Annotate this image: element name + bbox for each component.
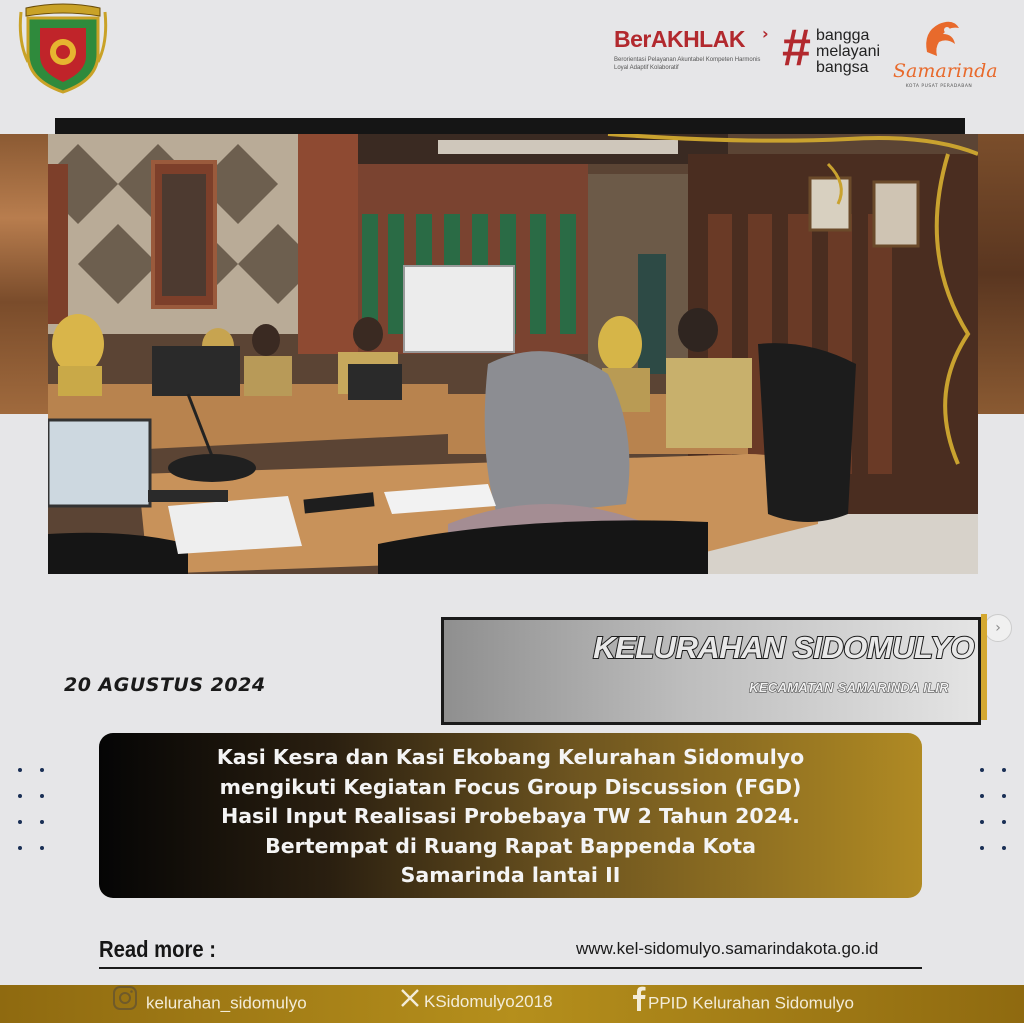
meeting-room-photo xyxy=(48,134,978,574)
facebook-icon xyxy=(632,985,646,1023)
berakhlak-title: BerAKHLAK xyxy=(614,26,745,52)
bangga-line-3: bangsa xyxy=(816,59,869,76)
decorative-dots-right xyxy=(980,768,1010,854)
event-description xyxy=(139,743,882,891)
samarinda-wordmark: Samarinda xyxy=(893,60,998,82)
wood-texture-right xyxy=(978,134,1024,414)
chevron-right-icon: › xyxy=(995,620,1001,636)
event-description-box xyxy=(99,733,922,898)
bangga-line-1: bangga xyxy=(816,27,870,44)
description-line: mengikuti Kegiatan Focus Group Discussion (FGD) xyxy=(219,774,802,799)
decorative-dots-left xyxy=(18,768,48,854)
bangga-line-2: melayani xyxy=(816,43,881,60)
chevron-accent-icon: › xyxy=(762,24,769,43)
social-facebook-label: PPID Kelurahan Sidomulyo xyxy=(648,993,855,1013)
bangga-melayani-bangsa-logo xyxy=(782,19,897,78)
carousel-next-button[interactable] xyxy=(984,614,1012,642)
website-link[interactable]: www.kel-sidomulyo.samarindakota.go.id xyxy=(576,939,879,958)
social-x[interactable] xyxy=(400,985,553,1023)
description-line: Bertempat di Ruang Rapat Bappenda Kota xyxy=(265,833,756,858)
samarinda-emblem-icon xyxy=(919,18,963,58)
description-line: Kasi Kesra dan Kasi Ekobang Kelurahan Sidomulyo xyxy=(216,745,805,769)
samarinda-subtitle: KOTA PUSAT PERADABAN xyxy=(905,84,973,89)
berakhlak-logo xyxy=(614,26,774,72)
photo-top-bar xyxy=(55,118,965,134)
kecamatan-name: KECAMATAN SAMARINDA ILIR xyxy=(749,680,949,695)
event-date: 20 AGUSTUS 2024 xyxy=(64,674,266,696)
samarinda-city-logo xyxy=(893,18,998,90)
footer-divider xyxy=(99,967,922,969)
hashtag-icon: # xyxy=(782,19,811,77)
read-more-label: Read more : xyxy=(99,936,216,962)
berakhlak-tagline: Berorientasi Pelayanan Akuntabel Kompeten Harmonis Loyal Adaptif Kolaboratif xyxy=(614,57,761,71)
kota-samarinda-crest xyxy=(18,2,108,94)
kelurahan-title-box xyxy=(441,617,981,725)
bangga-words xyxy=(816,28,880,76)
meeting-photo-frame xyxy=(0,118,1024,636)
social-x-label: KSidomulyo2018 xyxy=(424,992,553,1011)
instagram-icon xyxy=(112,985,138,1023)
description-line: Hasil Input Realisasi Probebaya TW 2 Tahun 2024. xyxy=(221,804,800,828)
wood-texture-left xyxy=(0,134,48,414)
x-icon xyxy=(400,986,420,1020)
social-facebook[interactable] xyxy=(632,985,854,1023)
kelurahan-name: KELURAHAN SIDOMULYO xyxy=(593,630,974,665)
social-media-bar xyxy=(0,985,1024,1023)
description-line: Samarinda lantai II xyxy=(400,863,621,887)
social-instagram[interactable] xyxy=(112,985,307,1023)
social-instagram-label: kelurahan_sidomulyo xyxy=(146,993,307,1013)
